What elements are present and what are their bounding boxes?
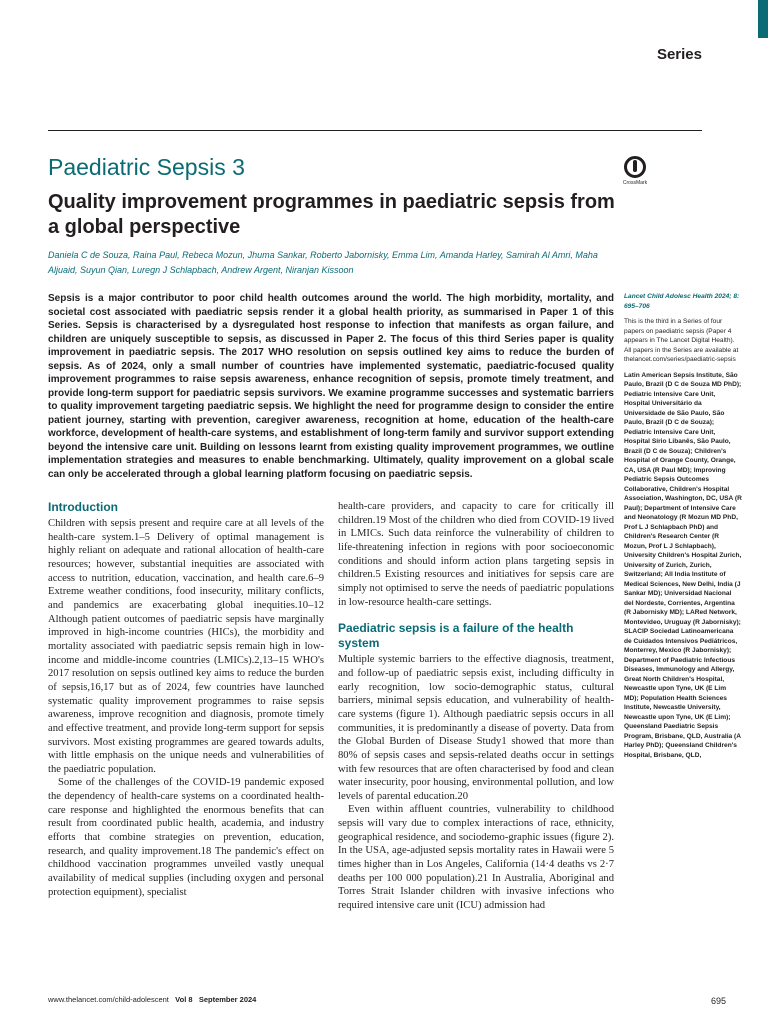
header-rule (48, 130, 702, 131)
page-number: 695 (710, 996, 726, 1006)
journal-citation[interactable]: Lancet Child Adolesc Health 2024; 8: 695–706 (624, 293, 740, 310)
margin-sidebar (624, 292, 742, 760)
author-list: Daniela C de Souza, Raina Paul, Rebeca Mozun, Jhuma Sankar, Roberto Jabornisky, Emma Lim, Amanda Harley, Samirah Al Amri, Maha Aljuaid, Suyun Qian, Luregn J Schlapbach, Andrew Argent, Niranjan Kissoon (48, 250, 598, 275)
body-paragraph: Even within affluent countries, vulnerability to childhood sepsis will vary due to complex interactions of race, ethnicity, geographical residence, and sociodemo-graphic issues (figure 2). In the USA, age-adjusted sepsis mortality rates in Hawaii were 5 times higher than in Los Angeles, California (14·4 deaths vs 2·7 deaths per 100 000 population).21 In Australia, Aboriginal and Torres Strait Islander children with invasive infections who required intensive care unit (ICU) admission had (338, 804, 614, 912)
body-column-2 (338, 500, 614, 913)
body-paragraph: health-care providers, and capacity to care for critically ill children.19 Most of the children who died from COVID-19 lived in LMICs. Such data reinforce the vulnerability of children to life-threatening infection in regions with poor socioeconomic conditions and should inform action plans targeting sepsis in children.5 Existing resources and initiatives for sepsis care are simply not optimised to serve the needs of paediatric populations in low-resource health-care settings. (338, 501, 614, 608)
series-label: Series (656, 46, 702, 63)
crossmark-icon[interactable] (620, 156, 650, 186)
body-column-1 (48, 500, 324, 899)
footer-volume: Vol 8 (175, 995, 193, 1004)
abstract: Sepsis is a major contributor to poor child health outcomes around the world. The high morbidity, mortality, and societal cost associated with paediatric sepsis render it a global health priority, as summarised in Paper 1 of this Series. Sepsis is characterised by a dysregulated host response to infection that manifests as organ failure, and children are uniquely susceptible to sepsis, as discussed in Paper 2. The focus of this third Series paper is quality improvement in paediatric sepsis. The 2017 WHO resolution on sepsis outlined key aims to reduce the burden of sepsis. As of 2024, only a small number of countries have implemented systematic, paediatric-focused quality improvement programmes to raise sepsis awareness, enhance recognition of sepsis, promote timely treatment, and provide long-term support for paediatric sepsis survivors. We examine programme successes and systematic barriers to quality improvement targeting paediatric sepsis. We highlight the need for programme design to consider the entire patient journey, starting with prevention, caregiver awareness, recognition at home, education of the health-care workforce, development of health-care systems, and establishment of long-term family and survivor support extending beyond the intensive care unit. Building on lessons learnt from existing quality improvement programmes, we outline implementation strategies and measures to enable benchmarking. Ultimately, quality improvement on a global scale can only be accelerated through a global learning platform focusing on paediatric sepsis. (48, 293, 614, 480)
section-tab (758, 0, 768, 38)
body-paragraph: Multiple systemic barriers to the effective diagnosis, treatment, and follow-up of paediatric sepsis exist, including difficulty in early recognition, low socio-demographic status, cultural barriers, minimal sepsis education, and vulnerability of health-care systems (figure 1). Although paediatric sepsis occurs in all communities, it is predominantly a disease of poverty. Data from the Global Burden of Disease Study1 showed that more than 80% of sepsis cases and sepsis-related deaths occur in settings with few resources that are often characterised by food and clean water insecurity, poor housing, environmental pollution, and low levels of parental education.20 (338, 654, 614, 802)
author-affiliations: Latin American Sepsis Institute, São Paulo, Brazil (D C de Souza MD PhD); Pediatric Intensive Care Unit, Hospital Universitário da Universidade de São Paulo, São Paulo, Brazil (D C de Souza); Pediatric Intensive Care Unit, Hospital Sírio Libanês, São Paulo, Brazil (D C de Souza); Children's Hospital of Orange County, Orange, CA, USA (R Paul MD); Improving Pediatric Sepsis Outcomes Collaborative, Children's Hospital Association, Washington, DC, USA (R Paul); Department of Intensive Care and Neonatology (R Mozun MD PhD, Prof L J Schlapbach PhD) and Children's Research Center (R Mozun, Prof L J Schlapbach), University Children's Hospital Zurich, University of Zurich, Zurich, Switzerland; All India Institute of Medical Sciences, New Delhi, India (J Sankar MD); Universidad Nacional del Nordeste, Corrientes, Argentina (R Jabornisky MD); LARed Network, Montevideo, Uruguay (R Jabornisky); SLACIP Sociedad Latinoamericana de Cuidados Intensivos Pediátricos, Monterrey, Mexico (R Jabornisky); Department of Paediatric Infectious Diseases, Immunology and Allergy, Great North Children's Hospital, Newcastle upon Tyne, UK (E Lim MD); Population Health Sciences Institute, Newcastle University, Newcastle upon Tyne, UK (E Lim); Queensland Paediatric Sepsis Program, Brisbane, QLD, Australia (A Harley PhD); Queensland Children's Hospital, Brisbane, QLD, (624, 371, 742, 759)
footer-date: September 2024 (198, 995, 257, 1004)
crossmark-label: CrossMark (622, 180, 648, 186)
article-title: Quality improvement programmes in paediatric sepsis from a global perspective (48, 191, 615, 238)
section-heading-introduction: Introduction (48, 500, 118, 514)
body-paragraph: Children with sepsis present and require care at all levels of the health-care system.1–5 Delivery of optimal management is highly reliant on adequate and rational allocation of health-care resources; however, substantial inequities are associated with access to nutrition, education, vaccination, and health care.6–9 Extreme weather conditions, food insecurity, military conflicts, and pandemics are exacerbating global inequities.10–12 Although patient outcomes of paediatric sepsis have marginally improved in high-income countries (HICs), the morbidity and mortality associated with paediatric sepsis remain high in low-income and middle-income countries (LMICs).2,13–15 WHO's 2017 resolution on sepsis outlined key aims to reduce the burden of sepsis,16,17 but as of 2024, few countries have launched systematic quality improvement programmes to raise sepsis awareness, improve recognition and diagnosis, promote timely and effective treatment, and provide long-term support for sepsis survivors. Most existing programmes are geared towards adults, with little emphasis on the unique needs and vulnerabilities of the paediatric population. (48, 518, 324, 775)
footer-journal-info (48, 995, 256, 1004)
section-heading-health-system: Paediatric sepsis is a failure of the health system (338, 621, 574, 651)
paper-number: Paediatric Sepsis 3 (48, 154, 245, 180)
series-note: This is the third in a Series of four papers on paediatric sepsis (Paper 4 appears in The Lancet Digital Health). All papers in the Series are available at thelancet.com/series/paediatric-sepsis (624, 318, 739, 363)
body-paragraph: Some of the challenges of the COVID-19 pandemic exposed the dependency of health-care systems on a coordinated health-care response and highlighted the enormous benefits that can result from coordinated public health, academia, and industry efforts that combine strategies on prevention, education, research, and quality improvement.18 The pandemic's effect on childhood vaccination programmes unveiled vastly unequal availability of medical supplies (including oxygen and personal protection equipment), specialist (48, 777, 324, 898)
footer-url[interactable]: www.thelancet.com/child-adolescent (48, 995, 169, 1004)
